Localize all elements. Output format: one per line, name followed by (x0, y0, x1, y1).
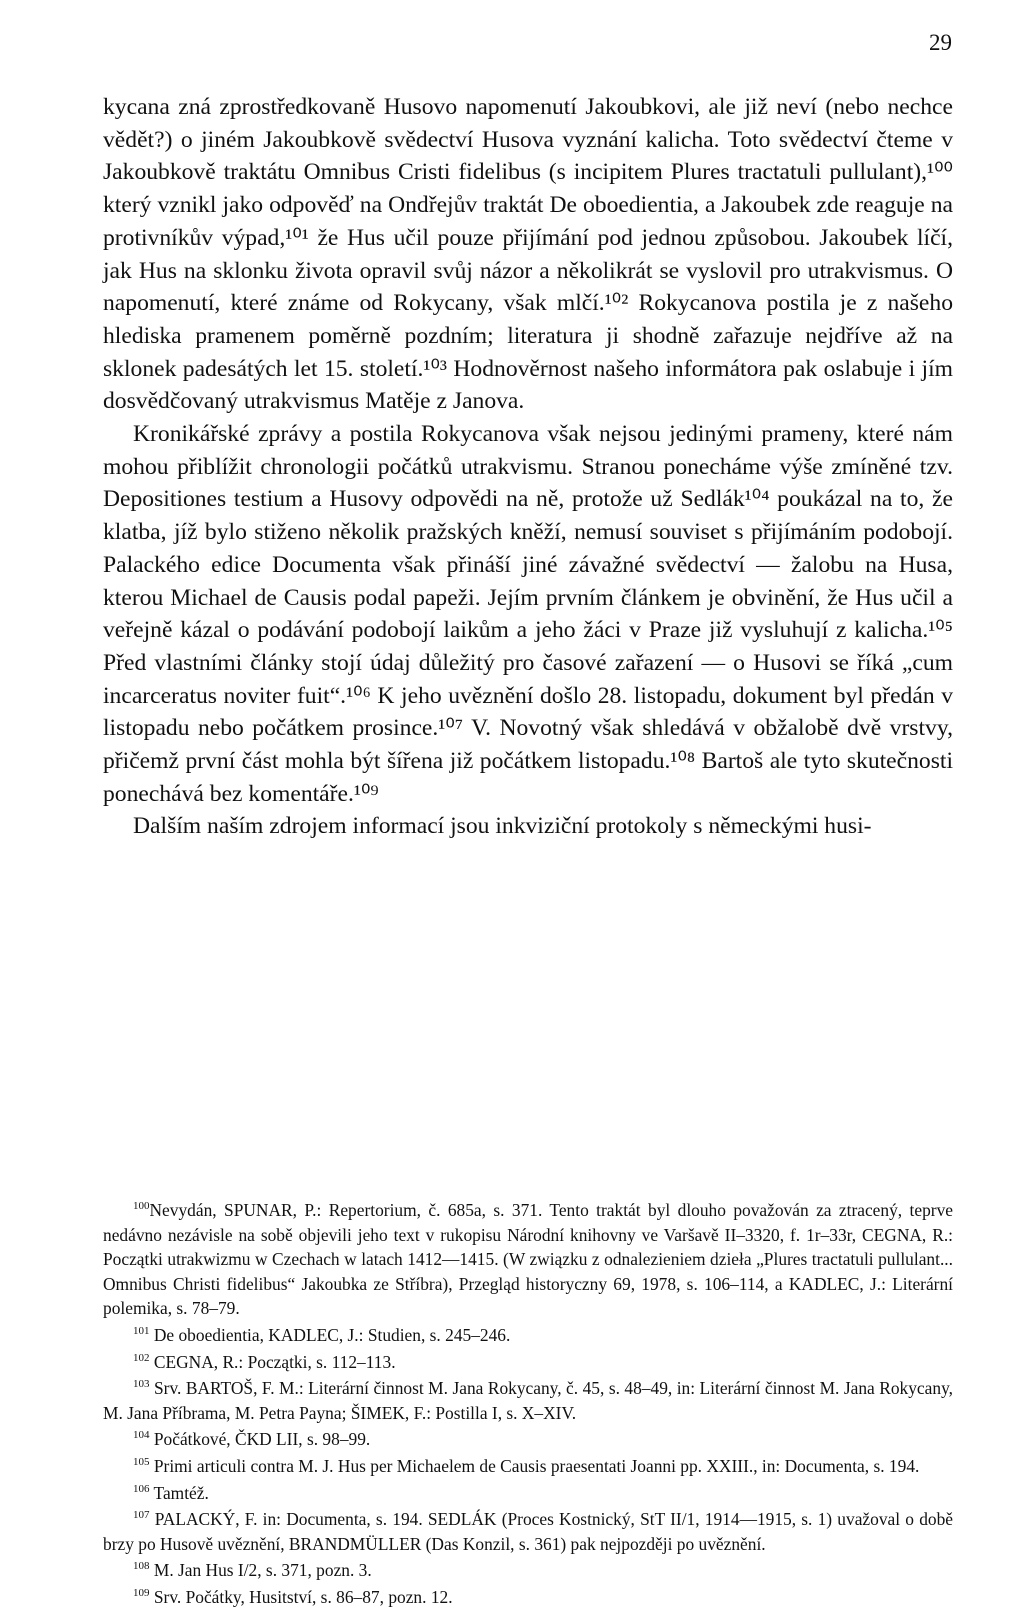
paragraph: Dalším naším zdrojem informací jsou inkviziční protokoly s německými husi- (133, 813, 872, 840)
footnote-number: 106 (133, 1482, 150, 1495)
footnote-number: 107 (133, 1509, 150, 1522)
footnote (103, 1481, 953, 1506)
footnote (103, 1376, 953, 1425)
footnote-text: De oboedientia, KADLEC, J.: Studien, s. 245–246. (153, 1324, 511, 1345)
footnote-text: Počátkové, ČKD LII, s. 98–99. (153, 1429, 371, 1450)
footnote-number: 104 (133, 1429, 150, 1442)
footnote-number: 105 (133, 1456, 150, 1469)
footnote-text: CEGNA, R.: Początki, s. 112–113. (153, 1351, 396, 1372)
paragraph: kycana zná zprostředkovaně Husovo napomenutí Jakoubkovi, ale již neví (nebo nechce vědět?) o jiném Jakoubkově svědectví Husova vyznání kalicha. Toto svědectví čteme v Jakoubkově traktátu Omnibus Cristi fidelibus (s incipitem Plures tractatuli pullulant),¹⁰⁰ který vznikl jako odpověď na Ondřejův traktát De oboedientia, a Jakoubek zde reaguje na protivníkův výpad,¹⁰¹ že Hus učil pouze přijímání pod jednou způsobou. Jakoubek líčí, jak Hus na sklonku života opravil svůj názor a několikrát se vyslovil pro utrakvismus. O napomenutí, které známe od Rokycany, však mlčí.¹⁰² Rokycanova postila je z našeho hlediska pramenem poměrně pozdním; literatura ji shodně zařazuje nejdříve až na sklonek padesátých let 15. století.¹⁰³ Hodnověrnost našeho informátora pak oslabuje i jím dosvědčovaný utrakvismus Matěje z Janova. (103, 94, 953, 415)
footnote-number: 108 (133, 1560, 150, 1573)
footnote (103, 1507, 953, 1556)
footnote-text: Tamtéž. (153, 1482, 209, 1503)
footnote-number: 101 (133, 1325, 150, 1338)
footnote (103, 1427, 953, 1452)
footnote-text: PALACKÝ, F. in: Documenta, s. 194. SEDLÁK (Proces Kostnický, StT II/1, 1914—1915, s. 1) uvažoval o době brzy po Husově uvěznění, BRANDMÜLLER (Das Konzil, s. 361) pak nejpozději po uvěznění. (103, 1509, 953, 1554)
footnote (103, 1198, 953, 1321)
footnote-number: 102 (133, 1351, 150, 1364)
footnote (103, 1350, 953, 1375)
footnote-text: Srv. BARTOŠ, F. M.: Literární činnost M. Jana Rokycany, č. 45, s. 48–49, in: Literární činnost M. Jana Rokycany, M. Jana Příbrama, M. Petra Payna; ŠIMEK, F.: Postilla I, s. X–XIV. (103, 1378, 953, 1423)
footnote (103, 1585, 953, 1610)
footnote-text: M. Jan Hus I/2, s. 371, pozn. 3. (153, 1560, 372, 1581)
footnote (103, 1558, 953, 1583)
footnote-text: Srv. Počátky, Husitství, s. 86–87, pozn. 12. (153, 1586, 453, 1607)
footnote-text: Primi articuli contra M. J. Hus per Michaelem de Causis praesentati Joanni pp. XXIII., in: Documenta, s. 194. (153, 1455, 920, 1476)
main-text (103, 91, 953, 843)
footnote (103, 1454, 953, 1479)
footnotes (103, 1198, 953, 1612)
footnote-number: 103 (133, 1378, 150, 1391)
footnote-number: 109 (133, 1587, 150, 1600)
footnote-text: Nevydán, SPUNAR, P.: Repertorium, č. 685a, s. 371. Tento traktát byl dlouho považován za ztracený, teprve nedávno nezávisle na sobě objevili jeho text v rukopisu Národní knihovny ve Varšavě II–3320, f. 1r–33r, CEGNA, R.: Początki utrakwizmu w Czechach w latach 1412—1415. (W związku z odnalezieniem dzieła „Plures tractatuli pullulant... Omnibus Christi fidelibus“ Jakoubka ze Stříbra), Przegląd historyczny 69, 1978, s. 106–114, a KADLEC, J.: Literární polemika, s. 78–79. (103, 1200, 953, 1319)
page-number: 29 (929, 30, 952, 55)
paragraph: Kronikářské zprávy a postila Rokycanova však nejsou jedinými prameny, které nám mohou přiblížit chronologii počátků utrakvismu. Stranou ponecháme výše zmíněné tzv. Depositiones testium a Husovy odpovědi na ně, protože už Sedlák¹⁰⁴ poukázal na to, že klatba, jíž bylo stiženo několik pražských kněží, nemusí souviset s přijímáním podobojí. Palackého edice Documenta však přináší jiné závažné svědectví — žalobu na Husa, kterou Michael de Causis podal papeži. Jejím prvním článkem je obvinění, že Hus učil a veřejně kázal o podávání podobojí laikům a jeho žáci v Praze již vysluhují z kalicha.¹⁰⁵ Před vlastními články stojí údaj důležitý pro časové zařazení — o Husovi se říká „cum incarceratus noviter fuit“.¹⁰⁶ K jeho uvěznění došlo 28. listopadu, dokument byl předán v listopadu nebo počátkem prosince.¹⁰⁷ V. Novotný však shledává v obžalobě dvě vrstvy, přičemž první část mohla být šířena již počátkem listopadu.¹⁰⁸ Bartoš ale tyto skutečnosti ponechává bez komentáře.¹⁰⁹ (103, 421, 953, 807)
footnote (103, 1323, 953, 1348)
footnote-number: 100 (133, 1200, 150, 1213)
